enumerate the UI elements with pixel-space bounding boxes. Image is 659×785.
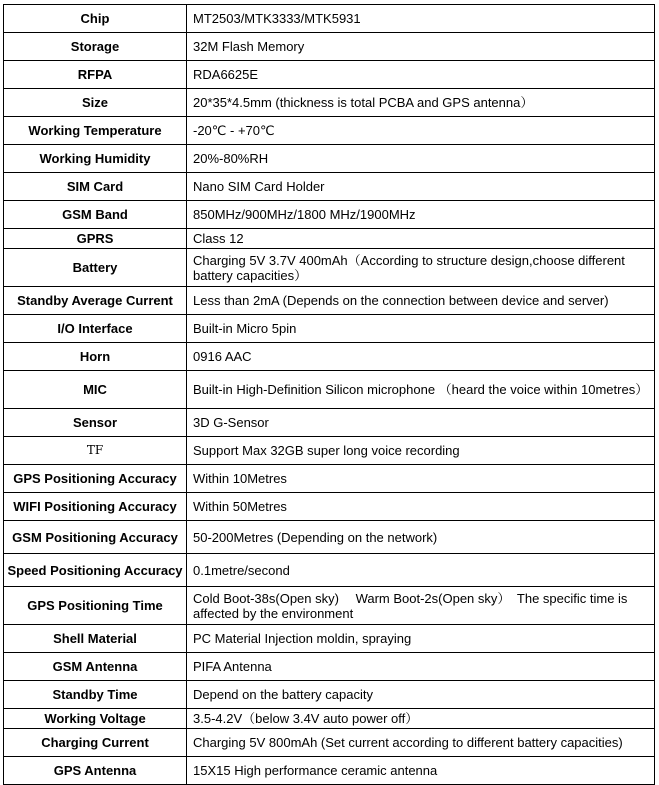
spec-label: RFPA: [4, 61, 187, 89]
spec-label: TF: [4, 437, 187, 465]
spec-row-charging-current: [4, 729, 655, 757]
spec-row-gsm-antenna: [4, 653, 655, 681]
spec-row-gps-positioning-accuracy: [4, 465, 655, 493]
spec-row-working-voltage: [4, 709, 655, 729]
spec-label: Speed Positioning Accuracy: [4, 554, 187, 587]
spec-row-rfpa: [4, 61, 655, 89]
spec-row-io-interface: [4, 315, 655, 343]
spec-label: Horn: [4, 343, 187, 371]
spec-label: I/O Interface: [4, 315, 187, 343]
spec-row-standby-time: [4, 681, 655, 709]
spec-value: 850MHz/900MHz/1800 MHz/1900MHz: [187, 201, 655, 229]
spec-label: Working Humidity: [4, 145, 187, 173]
spec-value: 20*35*4.5mm (thickness is total PCBA and GPS antenna）: [187, 89, 655, 117]
spec-label: Storage: [4, 33, 187, 61]
spec-row-gps-antenna: [4, 757, 655, 785]
spec-label: GPS Antenna: [4, 757, 187, 785]
spec-row-size: [4, 89, 655, 117]
spec-value: MT2503/MTK3333/MTK5931: [187, 5, 655, 33]
spec-value: Charging 5V 800mAh (Set current according to different battery capacities): [187, 729, 655, 757]
spec-label: Standby Time: [4, 681, 187, 709]
spec-label: Sensor: [4, 409, 187, 437]
spec-value: PC Material Injection moldin, spraying: [187, 625, 655, 653]
spec-row-sim-card: [4, 173, 655, 201]
spec-label: MIC: [4, 371, 187, 409]
spec-row-working-humidity: [4, 145, 655, 173]
spec-row-gprs: [4, 229, 655, 249]
spec-row-standby-average-current: [4, 287, 655, 315]
spec-label: GSM Antenna: [4, 653, 187, 681]
spec-label: SIM Card: [4, 173, 187, 201]
spec-value: 3D G-Sensor: [187, 409, 655, 437]
spec-row-speed-positioning-accuracy: [4, 554, 655, 587]
spec-value: Within 50Metres: [187, 493, 655, 521]
spec-row-shell-material: [4, 625, 655, 653]
spec-row-horn: [4, 343, 655, 371]
spec-row-battery: [4, 249, 655, 287]
spec-value: Depend on the battery capacity: [187, 681, 655, 709]
spec-value: RDA6625E: [187, 61, 655, 89]
spec-label: WIFI Positioning Accuracy: [4, 493, 187, 521]
spec-label: Charging Current: [4, 729, 187, 757]
spec-value: 15X15 High performance ceramic antenna: [187, 757, 655, 785]
spec-row-sensor: [4, 409, 655, 437]
spec-row-chip: [4, 5, 655, 33]
spec-label: GSM Band: [4, 201, 187, 229]
spec-value: 3.5-4.2V（below 3.4V auto power off）: [187, 709, 655, 729]
spec-value: Support Max 32GB super long voice recording: [187, 437, 655, 465]
spec-value: Class 12: [187, 229, 655, 249]
spec-row-storage: [4, 33, 655, 61]
spec-value: PIFA Antenna: [187, 653, 655, 681]
spec-value: 20%-80%RH: [187, 145, 655, 173]
spec-label: GPS Positioning Accuracy: [4, 465, 187, 493]
spec-row-wifi-positioning-accuracy: [4, 493, 655, 521]
spec-label: Size: [4, 89, 187, 117]
spec-value: 50-200Metres (Depending on the network): [187, 521, 655, 554]
spec-label: Chip: [4, 5, 187, 33]
spec-value: Within 10Metres: [187, 465, 655, 493]
spec-label: Standby Average Current: [4, 287, 187, 315]
spec-label: GPS Positioning Time: [4, 587, 187, 625]
spec-value: -20℃ - +70℃: [187, 117, 655, 145]
spec-label: Shell Material: [4, 625, 187, 653]
spec-value: 0916 AAC: [187, 343, 655, 371]
spec-value: Built-in High-Definition Silicon microphone （heard the voice within 10metres）: [187, 371, 655, 409]
spec-label: Working Temperature: [4, 117, 187, 145]
spec-value: Built-in Micro 5pin: [187, 315, 655, 343]
spec-value: Nano SIM Card Holder: [187, 173, 655, 201]
spec-label: Working Voltage: [4, 709, 187, 729]
spec-value: 32M Flash Memory: [187, 33, 655, 61]
spec-value: Cold Boot-38s(Open sky) Warm Boot-2s(Open sky） The specific time is affected by the environment: [187, 587, 655, 625]
spec-row-tf: [4, 437, 655, 465]
spec-label: GSM Positioning Accuracy: [4, 521, 187, 554]
spec-value: Less than 2mA (Depends on the connection between device and server): [187, 287, 655, 315]
spec-row-gsm-positioning-accuracy: [4, 521, 655, 554]
spec-label: GPRS: [4, 229, 187, 249]
spec-value: Charging 5V 3.7V 400mAh（According to structure design,choose different battery capacities）: [187, 249, 655, 287]
spec-value: 0.1metre/second: [187, 554, 655, 587]
spec-row-mic: [4, 371, 655, 409]
spec-row-working-temperature: [4, 117, 655, 145]
spec-row-gsm-band: [4, 201, 655, 229]
spec-label: Battery: [4, 249, 187, 287]
spec-table: [3, 4, 655, 785]
spec-row-gps-positioning-time: [4, 587, 655, 625]
